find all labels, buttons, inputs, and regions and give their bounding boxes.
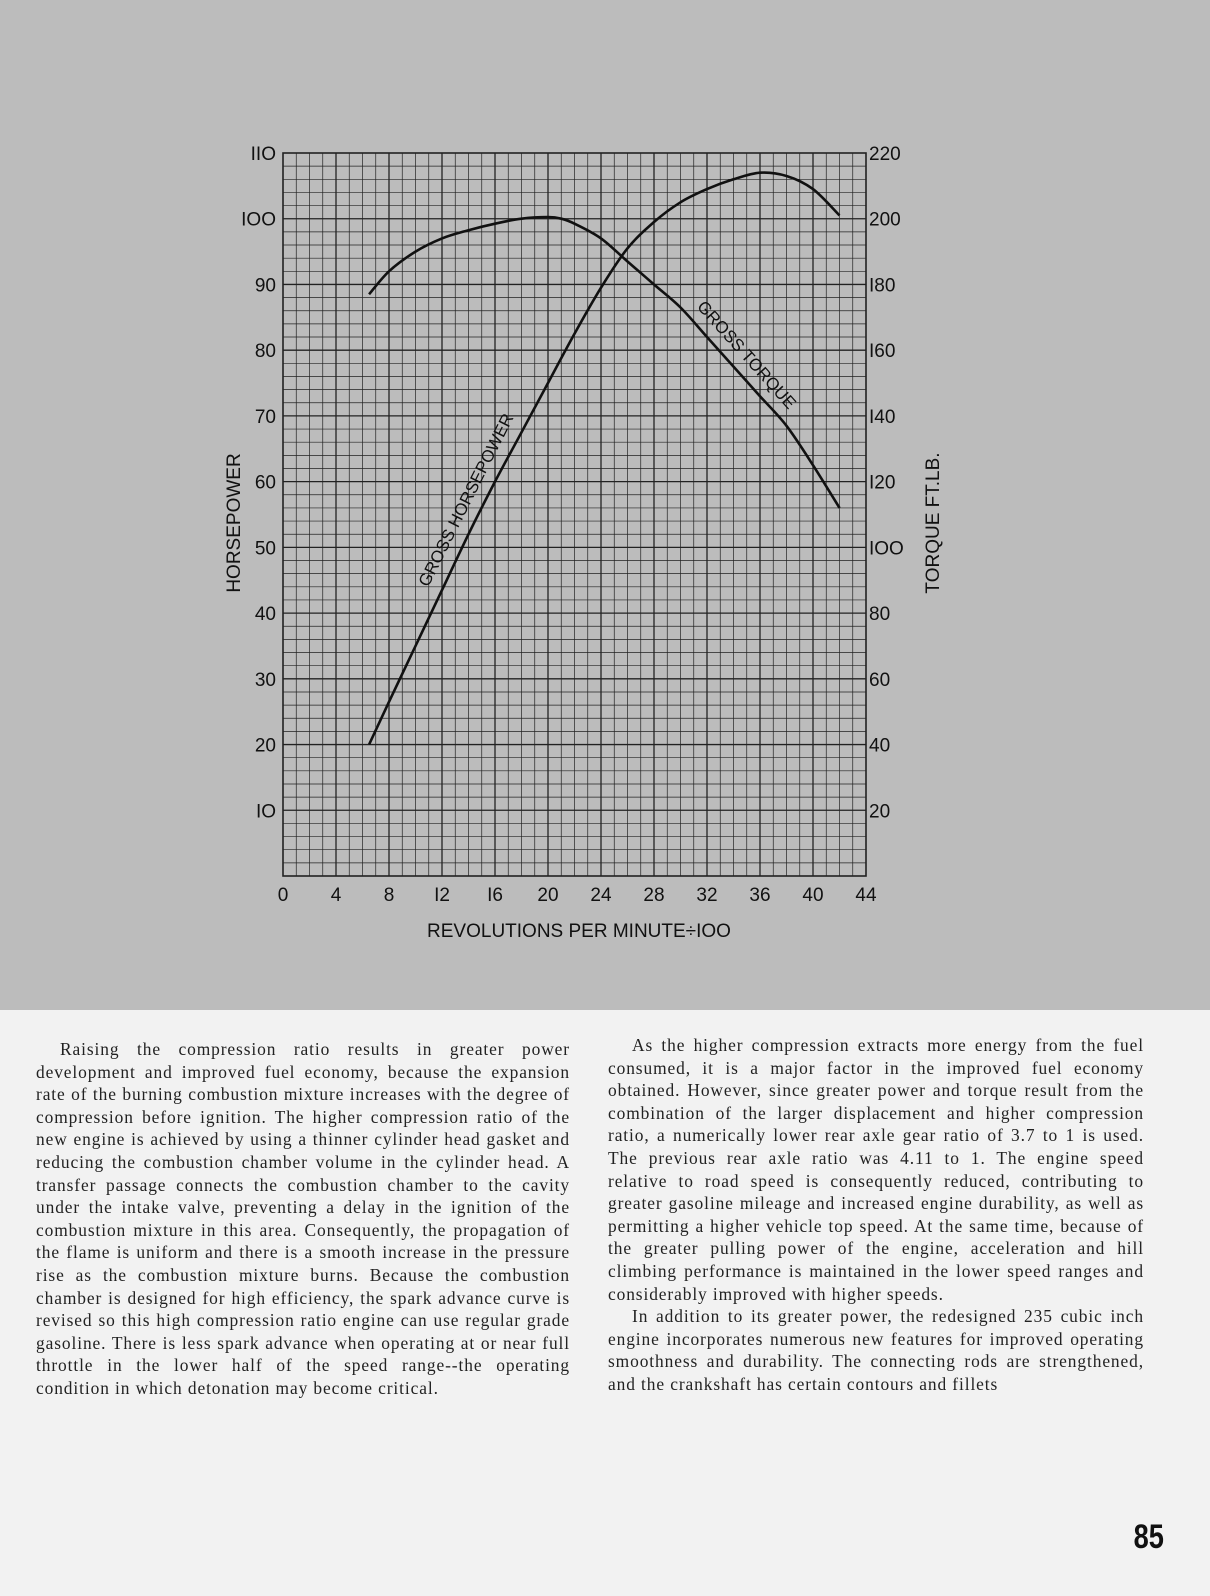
x-tick-label: 28 <box>643 885 665 906</box>
text-column-right <box>608 1034 1144 1396</box>
y-tick-label-left: 30 <box>254 669 276 691</box>
paragraph: In addition to its greater power, the redesigned 235 cubic inch engine incorporates numerous new features for improved operating smoothness and durability. The connecting rods are strengthened, and the crankshaft has certain contours and fillets <box>608 1306 1144 1394</box>
x-tick-label: 8 <box>383 885 395 906</box>
article-text <box>0 1010 1210 1596</box>
paragraph: As the higher compression extracts more energy from the fuel consumed, it is a major factor in the improved fuel economy obtained. However, since greater power and torque result from the combination of the larger displacement and higher compression ratio, a numerically lower rear axle gear ratio of 3.7 to 1 is used. The previous rear axle ratio was 4.11 to 1. The engine speed relative to road speed is consequently reduced, contributing to greater gasoline mileage and increased engine durability, as well as permitting a higher vehicle top speed. At the same time, because of the greater pulling power of the engine, acceleration and hill climbing performance is maintained in the lower speed ranges and considerably improved with higher speeds. <box>608 1035 1144 1304</box>
y-tick-label-right: 80 <box>869 604 891 626</box>
text-column-left <box>36 1038 570 1400</box>
page-number: 85 <box>1133 1518 1164 1556</box>
y-tick-label-right: 60 <box>869 669 891 691</box>
y-tick-label-right: 40 <box>869 735 891 757</box>
x-tick-label: 32 <box>696 885 718 906</box>
x-tick-label: 40 <box>802 885 824 906</box>
x-tick-label: 0 <box>277 885 289 906</box>
series-label-gross-torque: GROSS TORQUE <box>693 297 800 413</box>
chart-grid <box>283 153 866 876</box>
y-tick-label-right: 20 <box>869 801 891 823</box>
x-axis-label: REVOLUTIONS PER MINUTE÷IOO <box>427 921 731 942</box>
y-tick-label-left: 70 <box>254 406 276 428</box>
y-tick-label-left: 60 <box>254 472 276 494</box>
x-tick-label: 44 <box>855 885 877 906</box>
y-tick-label-left: 90 <box>254 275 276 297</box>
y-tick-label-right: 220 <box>869 144 901 165</box>
y-tick-label-right: I60 <box>869 341 896 363</box>
series-label-gross-horsepower: GROSS HORSEPOWER <box>414 410 518 590</box>
y-axis-label-left: HORSEPOWER <box>224 453 245 593</box>
y-tick-label-left: 50 <box>254 538 276 560</box>
x-tick-label: I6 <box>487 885 503 906</box>
y-tick-label-right: I80 <box>869 275 896 297</box>
y-tick-label-left: 80 <box>254 341 276 363</box>
y-tick-label-right: I20 <box>869 472 896 494</box>
y-tick-label-right: I40 <box>869 406 896 428</box>
y-tick-label-left: IIO <box>250 144 276 165</box>
y-tick-label-right: IOO <box>869 538 904 560</box>
paragraph: Raising the compression ratio results in greater power development and improved fuel economy, because the expansion rate of the burning combustion mixture increases with the degree of compression before ignition. The higher compression ratio of the new engine is achieved by using a thinner cylinder head gasket and reducing the combustion chamber volume in the cylinder head. A transfer passage connects the combustion chamber to the cavity under the intake valve, preventing a delay in the ignition of the combustion mixture in this area. Consequently, the propagation of the flame is uniform and there is a smooth increase in the pressure rise as the combustion mixture burns. Because the combustion chamber is designed for high efficiency, the spark advance curve is revised so this high compression ratio engine can use regular grade gasoline. There is less spark advance when operating at or near full throttle in the lower half of the speed range--the operating condition in which detonation may become critical. <box>36 1039 570 1398</box>
y-tick-label-left: IO <box>255 801 276 823</box>
gross-torque-curve <box>369 217 839 508</box>
y-tick-label-left: 20 <box>254 735 276 757</box>
y-tick-label-right: 200 <box>869 209 901 231</box>
y-axis-label-right: TORQUE FT.LB. <box>923 452 944 594</box>
y-tick-label-left: 40 <box>254 604 276 626</box>
x-tick-label: 20 <box>537 885 559 906</box>
x-tick-label: 4 <box>330 885 342 906</box>
x-tick-label: 24 <box>590 885 612 906</box>
x-tick-label: I2 <box>434 885 450 906</box>
y-tick-label-left: IOO <box>241 209 276 231</box>
x-tick-label: 36 <box>749 885 771 906</box>
